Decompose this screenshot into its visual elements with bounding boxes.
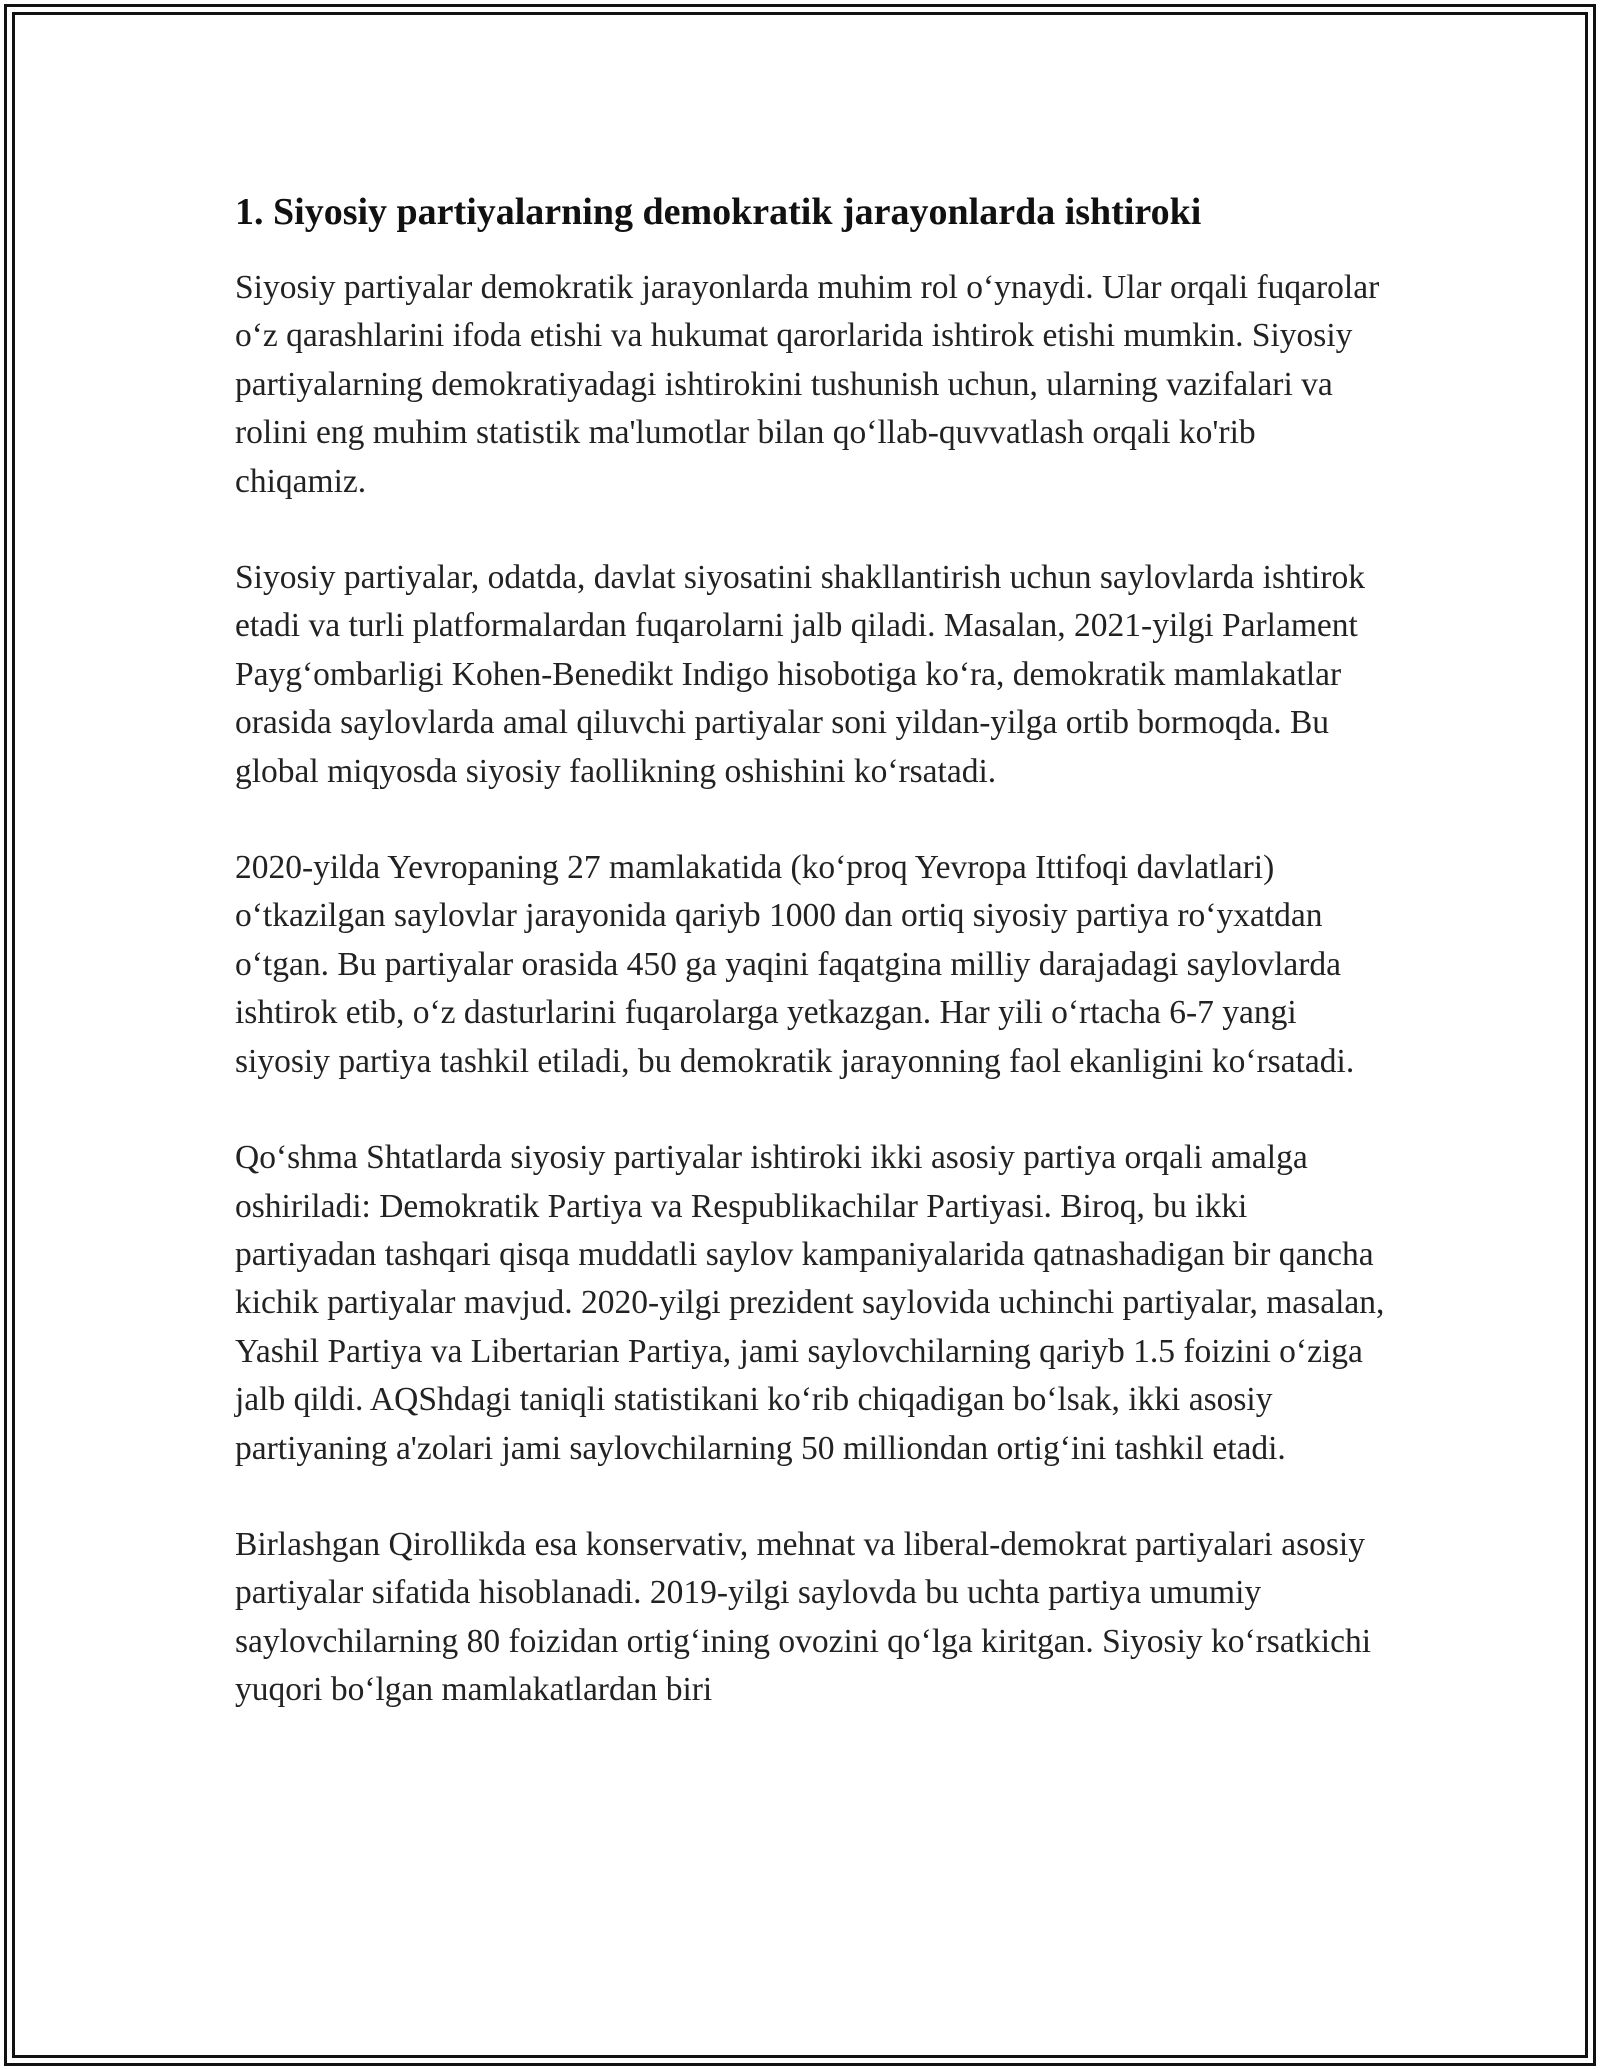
document-body	[235, 184, 1385, 1763]
paragraph-usa: Qoʻshma Shtatlarda siyosiy partiyalar ishtiroki ikki asosiy partiya orqali amalga oshiriladi: Demokratik Partiya va Respublikachilar Partiyasi. Biroq, bu ikki partiyadan tashqari qisqa muddatli saylov kampaniyalarida qatnashadigan bir qancha kichik partiyalar mavjud. 2020-yilgi prezident saylovida uchinchi partiyalar, masalan, Yashil Partiya va Libertarian Partiya, jami saylovchilarning qariyb 1.5 foizini oʻziga jalb qildi. AQShdagi taniqli statistikani koʻrib chiqadigan boʻlsak, ikki asosiy partiyaning a'zolari jami saylovchilarning 50 milliondan ortigʻini tashkil etadi.	[235, 1139, 1385, 1467]
paragraph-europe: 2020-yilda Yevropaning 27 mamlakatida (koʻproq Yevropa Ittifoqi davlatlari) oʻtkazilgan saylovlar jarayonida qariyb 1000 dan ortiq siyosiy partiya roʻyxatdan oʻtgan. Bu partiyalar orasida 450 ga yaqini faqatgina milliy darajadagi saylovlarda ishtirok etib, oʻz dasturlarini fuqarolarga yetkazgan. Har yili oʻrtacha 6-7 yangi siyosiy partiya tashkil etiladi, bu demokratik jarayonning faol ekanligini koʻrsatadi.	[235, 849, 1355, 1080]
paragraph-uk: Birlashgan Qirollikda esa konservativ, mehnat va liberal-demokrat partiyalari asosiy partiyalar sifatida hisoblanadi. 2019-yilgi saylovda bu uchta partiya umumiy saylovchilarning 80 foizidan ortigʻining ovozini qoʻlga kiritgan. Siyosiy koʻrsatkichi yuqori boʻlgan mamlakatlardan biri	[235, 1525, 1372, 1709]
section-heading: 1. Siyosiy partiyalarning demokratik jarayonlarda ishtiroki	[235, 191, 1202, 233]
paragraph-intro: Siyosiy partiyalar demokratik jarayonlarda muhim rol oʻynaydi. Ular orqali fuqarolar oʻz qarashlarini ifoda etishi va hukumat qarorlarida ishtirok etishi mumkin. Siyosiy partiyalarning demokratiyadagi ishtirokini tushunish uchun, ularning vazifalari va rolini eng muhim statistik ma'lumotlar bilan qoʻllab-quvvatlash orqali ko'rib chiqamiz.	[235, 269, 1380, 500]
paragraph-elections: Siyosiy partiyalar, odatda, davlat siyosatini shakllantirish uchun saylovlarda ishtirok etadi va turli platformalardan fuqarolarni jalb qiladi. Masalan, 2021-yilgi Parlament Paygʻombarligi Kohen-Benedikt Indigo hisobotiga koʻra, demokratik mamlakatlar orasida saylovlarda amal qiluvchi partiyalar soni yildan-yilga ortib bormoqda. Bu global miqyosda siyosiy faollikning oshishini koʻrsatadi.	[235, 559, 1366, 790]
